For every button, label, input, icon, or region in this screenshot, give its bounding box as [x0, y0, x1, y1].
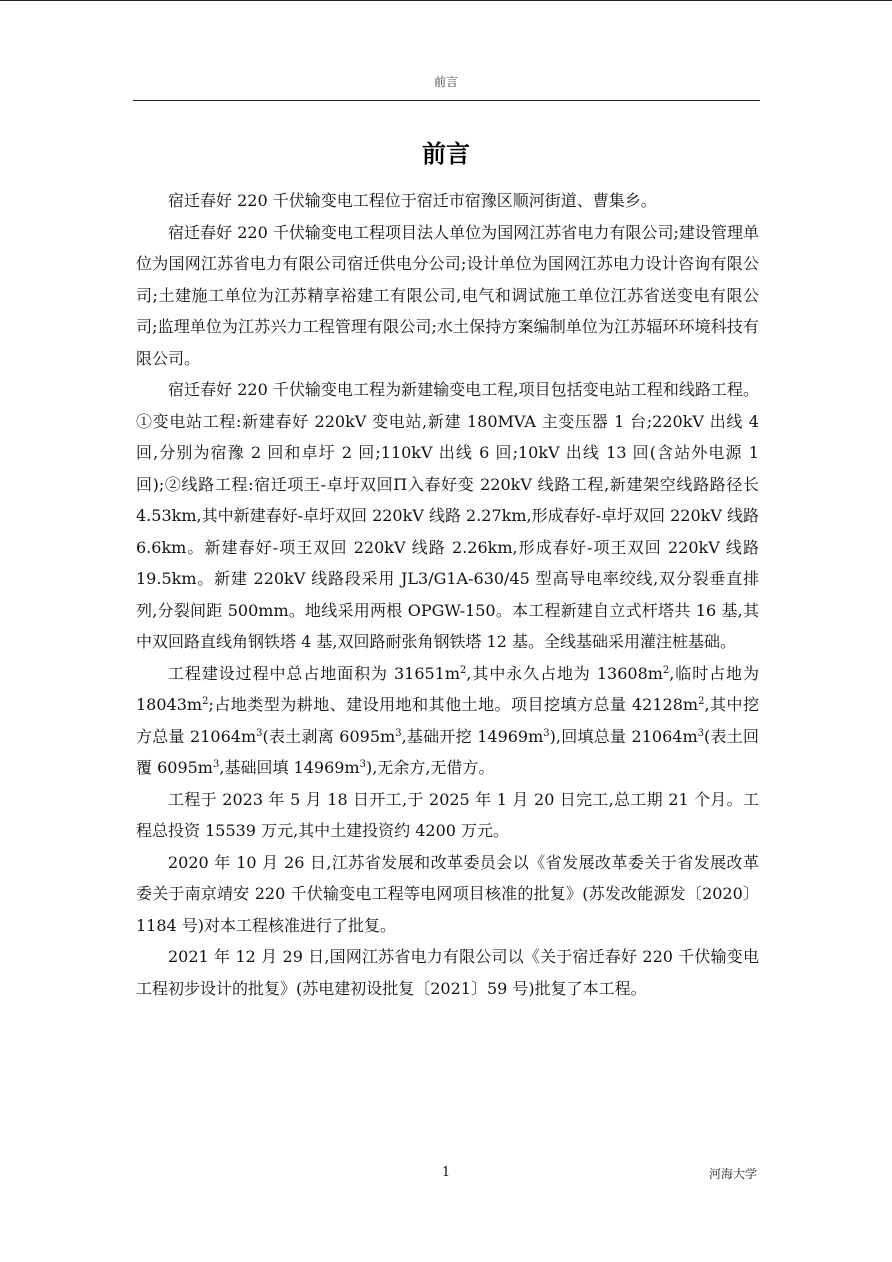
- running-header: 前言: [433, 75, 458, 89]
- page-number: 1: [441, 1165, 451, 1180]
- paragraph-land-use: 工程建设过程中总占地面积为 $31651m^2$,其中永久占地为 $13608m^2$,临时占地为 $18043m^2$;占地类型为耕地、建设用地和其他土地。项目挖填方总量 $42128m^2$,其中挖方总量 $21064m^3$(表土剥离 $6095m^3$,基础开挖 $14969m^3$),回填总量 $21064m^3$(表土回覆 $6095m^3$,基础回填 $14969m^3$),无余方,无借方。: [136, 663, 759, 777]
- header-rule: [133, 100, 760, 101]
- page-title: 前言: [422, 140, 470, 168]
- top-border: [0, 0, 892, 1]
- paragraph-approval-2021: 2021 年 12 月 29 日,国网江苏省电力有限公司以《关于宿迁春好 220 千伏输变电工程初步设计的批复》(苏电建初设批复〔2021〕59 号)批复了本工程。: [136, 947, 759, 998]
- footer-school-name: 河海大学: [708, 1167, 757, 1181]
- body-text: [136, 185, 759, 1004]
- paragraph-scope: 宿迁春好 220 千伏输变电工程为新建输变电工程,项目包括变电站工程和线路工程。①变电站工程:新建春好 220kV 变电站,新建 180MVA 主变压器 1 台;220kV 出线 4 回,分别为宿豫 2 回和卓圩 2 回;110kV 出线 6 回;10kV 出线 13 回(含站外电源 1 回);②线路工程:宿迁项王-卓圩双回Π入春好变 220kV 线路工程,新建架空线路路径长 4.53km,其中新建春好-卓圩双回 220kV 线路 2.27km,形成春好-卓圩双回 220kV 线路 6.6km。新建春好-项王双回 220kV 线路 2.26km,形成春好-项王双回 220kV 线路 19.5km。新建 220kV 线路段采用 JL3/G1A-630/45 型高导电率绞线,双分裂垂直排列,分裂间距 500mm。地线采用两根 OPGW-150。本工程新建自立式杆塔共 16 基,其中双回路直线角钢铁塔 4 基,双回路耐张角钢铁塔 12 基。全线基础采用灌注桩基础。: [136, 380, 759, 651]
- paragraph-units: 宿迁春好 220 千伏输变电工程项目法人单位为国网江苏省电力有限公司;建设管理单位为国网江苏省电力有限公司宿迁供电分公司;设计单位为国网江苏电力设计咨询有限公司;土建施工单位为江苏精享裕建工有限公司,电气和调试施工单位江苏省送变电有限公司;监理单位为江苏兴力工程管理有限公司;水土保持方案编制单位为江苏辐环环境科技有限公司。: [136, 222, 759, 368]
- paragraph-approval-2020: 2020 年 10 月 26 日,江苏省发展和改革委员会以《省发展改革委关于省发展改革委关于南京靖安 220 千伏输变电工程等电网项目核准的批复》(苏发改能源发〔2020〕1184 号)对本工程核准进行了批复。: [136, 852, 759, 935]
- paragraph-location: 宿迁春好 220 千伏输变电工程位于宿迁市宿豫区顺河街道、曹集乡。: [168, 191, 657, 210]
- paragraph-schedule: 工程于 2023 年 5 月 18 日开工,于 2025 年 1 月 20 日完工,总工期 21 个月。工程总投资 15539 万元,其中土建投资约 4200 万元。: [136, 789, 759, 840]
